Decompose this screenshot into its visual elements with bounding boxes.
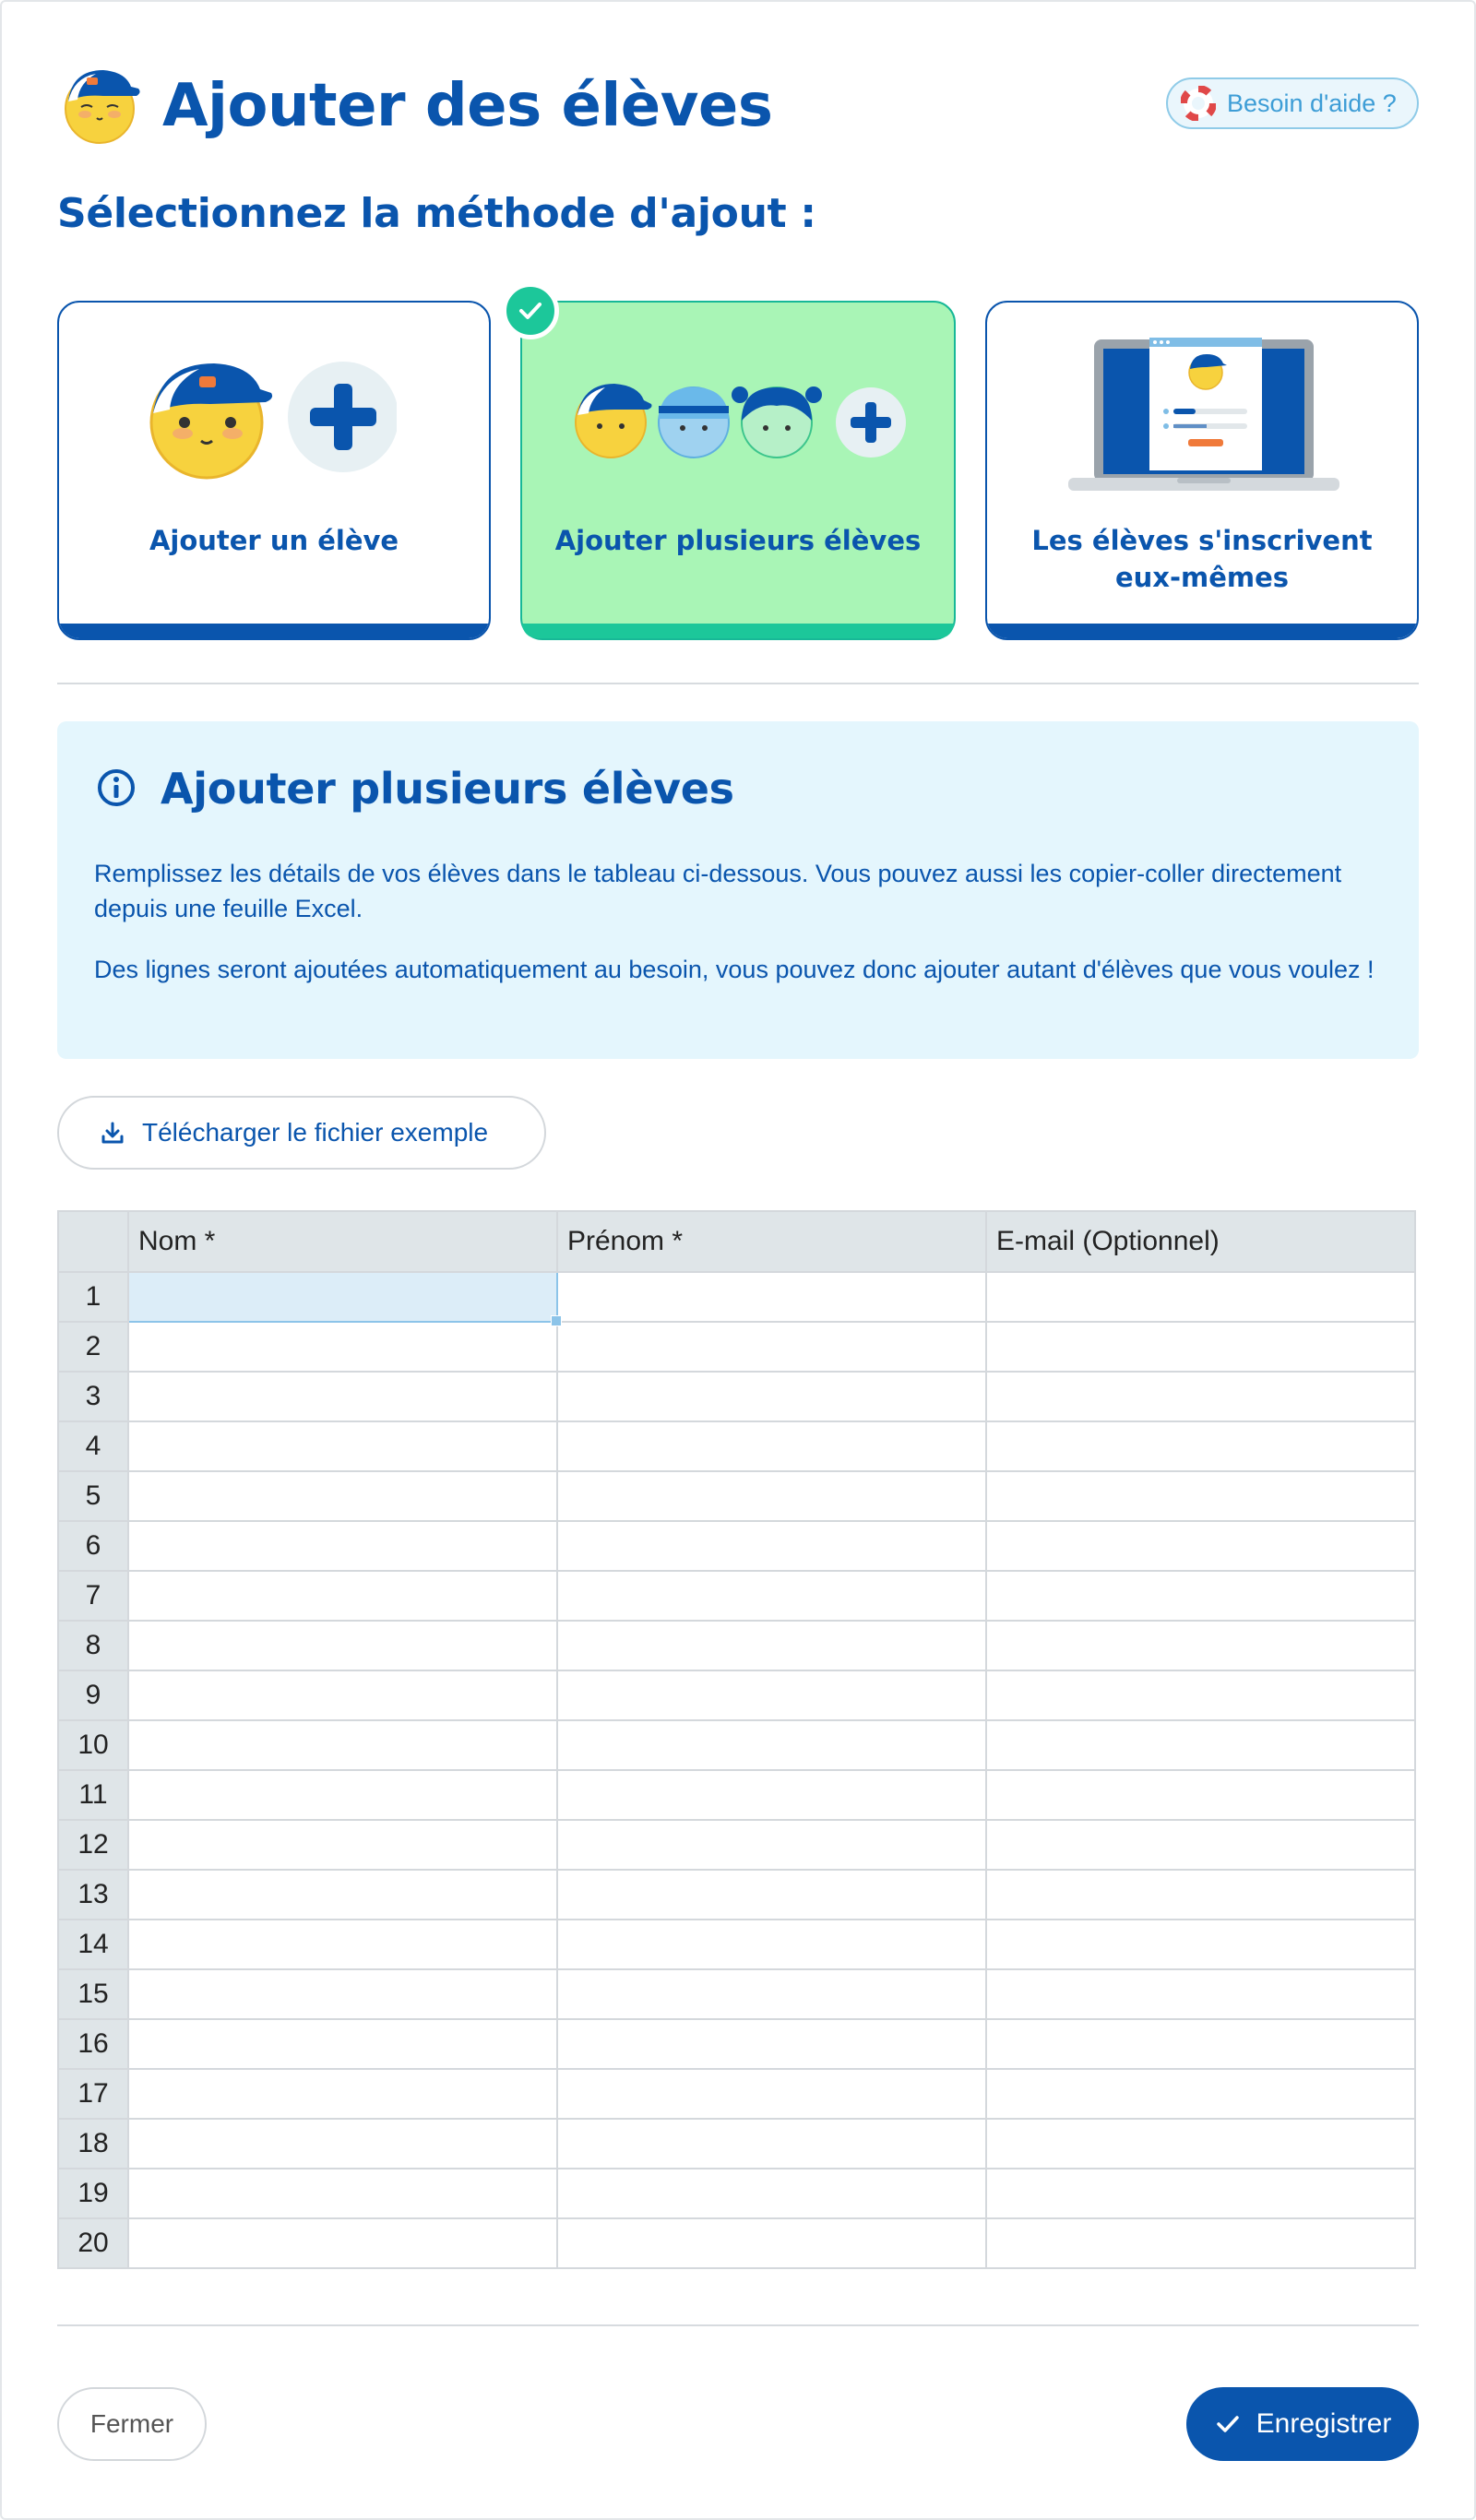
cell-prenom[interactable] bbox=[557, 2069, 986, 2119]
cell-nom[interactable] bbox=[128, 1322, 557, 1372]
cell-prenom[interactable] bbox=[557, 1272, 986, 1322]
bottom-divider bbox=[57, 2324, 1419, 2326]
cell-email[interactable] bbox=[986, 2119, 1415, 2169]
cell-nom[interactable] bbox=[128, 1471, 557, 1521]
cell-prenom[interactable] bbox=[557, 2119, 986, 2169]
cell-email[interactable] bbox=[986, 1421, 1415, 1471]
row-number: 12 bbox=[58, 1820, 128, 1870]
row-number: 19 bbox=[58, 2169, 128, 2218]
table-row bbox=[58, 1920, 1415, 1969]
table-corner-cell bbox=[58, 1211, 128, 1272]
table-row bbox=[58, 1820, 1415, 1870]
row-number: 6 bbox=[58, 1521, 128, 1571]
check-badge-icon bbox=[502, 282, 559, 339]
cell-prenom[interactable] bbox=[557, 2218, 986, 2268]
row-number: 13 bbox=[58, 1870, 128, 1920]
cell-prenom[interactable] bbox=[557, 1969, 986, 2019]
table-row bbox=[58, 1521, 1415, 1571]
cell-nom[interactable] bbox=[128, 1969, 557, 2019]
method-card-multiple[interactable] bbox=[520, 301, 956, 640]
single-student-illustration bbox=[148, 356, 397, 480]
students-spreadsheet bbox=[57, 1210, 1416, 2269]
cell-nom[interactable] bbox=[128, 1372, 557, 1421]
cell-email[interactable] bbox=[986, 1870, 1415, 1920]
cell-prenom[interactable] bbox=[557, 1920, 986, 1969]
cell-nom[interactable] bbox=[128, 1820, 557, 1870]
info-box bbox=[57, 721, 1419, 1059]
row-number: 15 bbox=[58, 1969, 128, 2019]
close-button[interactable]: Fermer bbox=[57, 2387, 207, 2461]
help-label: Besoin d'aide ? bbox=[1227, 89, 1397, 117]
row-number: 11 bbox=[58, 1770, 128, 1820]
cell-nom[interactable] bbox=[128, 1670, 557, 1720]
cell-prenom[interactable] bbox=[557, 2019, 986, 2069]
column-header-prenom: Prénom * bbox=[557, 1211, 986, 1272]
cell-prenom[interactable] bbox=[557, 1471, 986, 1521]
cell-nom[interactable] bbox=[128, 1272, 557, 1322]
cell-email[interactable] bbox=[986, 1920, 1415, 1969]
table-row bbox=[58, 1621, 1415, 1670]
row-number: 17 bbox=[58, 2069, 128, 2119]
cell-nom[interactable] bbox=[128, 2119, 557, 2169]
save-button[interactable] bbox=[1186, 2387, 1419, 2461]
cell-nom[interactable] bbox=[128, 1571, 557, 1621]
table-row bbox=[58, 1272, 1415, 1322]
cell-prenom[interactable] bbox=[557, 1870, 986, 1920]
method-card-multiple-label: Ajouter plusieurs élèves bbox=[554, 525, 922, 556]
cell-email[interactable] bbox=[986, 1820, 1415, 1870]
laptop-signup-illustration bbox=[1068, 336, 1339, 498]
cell-email[interactable] bbox=[986, 2069, 1415, 2119]
column-header-nom: Nom * bbox=[128, 1211, 557, 1272]
row-number: 5 bbox=[58, 1471, 128, 1521]
page-title: Ajouter des élèves bbox=[162, 72, 773, 140]
cell-email[interactable] bbox=[986, 1372, 1415, 1421]
table-row bbox=[58, 2169, 1415, 2218]
row-number: 14 bbox=[58, 1920, 128, 1969]
method-card-single[interactable] bbox=[57, 301, 491, 640]
table-row bbox=[58, 1969, 1415, 2019]
help-button[interactable] bbox=[1166, 77, 1419, 129]
table-row bbox=[58, 2218, 1415, 2268]
table-row bbox=[58, 1870, 1415, 1920]
table-row bbox=[58, 2119, 1415, 2169]
row-number: 16 bbox=[58, 2019, 128, 2069]
cell-email[interactable] bbox=[986, 2218, 1415, 2268]
cell-prenom[interactable] bbox=[557, 1421, 986, 1471]
cell-email[interactable] bbox=[986, 1621, 1415, 1670]
method-section-title: Sélectionnez la méthode d'ajout : bbox=[57, 190, 816, 237]
cell-nom[interactable] bbox=[128, 1920, 557, 1969]
cell-nom[interactable] bbox=[128, 2169, 557, 2218]
cell-nom[interactable] bbox=[128, 1621, 557, 1670]
download-icon bbox=[100, 1120, 125, 1146]
table-row bbox=[58, 1770, 1415, 1820]
method-card-self-signup-label: Les élèves s'inscrivent eux-mêmes bbox=[1031, 525, 1373, 593]
cell-email[interactable] bbox=[986, 1969, 1415, 2019]
cell-nom[interactable] bbox=[128, 2019, 557, 2069]
cell-email[interactable] bbox=[986, 1670, 1415, 1720]
multiple-students-illustration bbox=[574, 374, 908, 461]
table-row bbox=[58, 1372, 1415, 1421]
cell-prenom[interactable] bbox=[557, 1720, 986, 1770]
cell-nom[interactable] bbox=[128, 1720, 557, 1770]
cell-prenom[interactable] bbox=[557, 1372, 986, 1421]
table-row bbox=[58, 1720, 1415, 1770]
row-number: 8 bbox=[58, 1621, 128, 1670]
cell-prenom[interactable] bbox=[557, 1521, 986, 1571]
top-divider bbox=[57, 683, 1419, 684]
cell-email[interactable] bbox=[986, 1770, 1415, 1820]
row-number: 10 bbox=[58, 1720, 128, 1770]
cell-prenom[interactable] bbox=[557, 1820, 986, 1870]
table-row bbox=[58, 1471, 1415, 1521]
cell-email[interactable] bbox=[986, 1521, 1415, 1571]
table-row bbox=[58, 1322, 1415, 1372]
cell-email[interactable] bbox=[986, 1471, 1415, 1521]
table-header-row bbox=[58, 1211, 1415, 1272]
cell-email[interactable] bbox=[986, 2019, 1415, 2069]
cell-nom[interactable] bbox=[128, 1421, 557, 1471]
cell-email[interactable] bbox=[986, 1720, 1415, 1770]
row-number: 3 bbox=[58, 1372, 128, 1421]
table-row bbox=[58, 1670, 1415, 1720]
table-row bbox=[58, 2069, 1415, 2119]
row-number: 7 bbox=[58, 1571, 128, 1621]
method-card-single-label: Ajouter un élève bbox=[149, 525, 399, 556]
cell-nom[interactable] bbox=[128, 2069, 557, 2119]
table-row bbox=[58, 2019, 1415, 2069]
row-number: 18 bbox=[58, 2119, 128, 2169]
cell-prenom[interactable] bbox=[557, 1670, 986, 1720]
cell-email[interactable] bbox=[986, 2169, 1415, 2218]
table-row bbox=[58, 1421, 1415, 1471]
cell-prenom[interactable] bbox=[557, 2169, 986, 2218]
method-card-self-signup[interactable] bbox=[985, 301, 1419, 640]
cell-nom[interactable] bbox=[128, 2218, 557, 2268]
download-sample-button[interactable] bbox=[57, 1096, 546, 1170]
info-paragraph-2: Des lignes seront ajoutées automatiquement au besoin, vous pouvez donc ajouter autant d'élèves que vous voulez ! bbox=[94, 956, 1375, 983]
row-number: 2 bbox=[58, 1322, 128, 1372]
table-body bbox=[58, 1272, 1415, 2268]
row-number: 9 bbox=[58, 1670, 128, 1720]
table-row bbox=[58, 1571, 1415, 1621]
cell-nom[interactable] bbox=[128, 1521, 557, 1571]
student-avatar-icon bbox=[61, 65, 144, 144]
checkmark-icon bbox=[1214, 2410, 1242, 2438]
cell-email[interactable] bbox=[986, 1322, 1415, 1372]
lifebuoy-icon bbox=[1181, 86, 1216, 121]
cell-prenom[interactable] bbox=[557, 1770, 986, 1820]
column-header-email: E-mail (Optionnel) bbox=[986, 1211, 1415, 1272]
cell-prenom[interactable] bbox=[557, 1322, 986, 1372]
cell-prenom[interactable] bbox=[557, 1571, 986, 1621]
cell-prenom[interactable] bbox=[557, 1621, 986, 1670]
cell-nom[interactable] bbox=[128, 1870, 557, 1920]
row-number: 4 bbox=[58, 1421, 128, 1471]
download-sample-label: Télécharger le fichier exemple bbox=[142, 1118, 489, 1147]
save-label: Enregistrer bbox=[1256, 2408, 1392, 2439]
row-number: 20 bbox=[58, 2218, 128, 2268]
cell-nom[interactable] bbox=[128, 1770, 557, 1820]
info-circle-icon bbox=[96, 767, 137, 808]
info-paragraph-1: Remplissez les détails de vos élèves dans le tableau ci-dessous. Vous pouvez aussi les copier-coller directement depuis une feuille Excel. bbox=[94, 860, 1342, 922]
info-title: Ajouter plusieurs élèves bbox=[161, 764, 734, 814]
cell-email[interactable] bbox=[986, 1571, 1415, 1621]
row-number: 1 bbox=[58, 1272, 128, 1322]
cell-email[interactable] bbox=[986, 1272, 1415, 1322]
